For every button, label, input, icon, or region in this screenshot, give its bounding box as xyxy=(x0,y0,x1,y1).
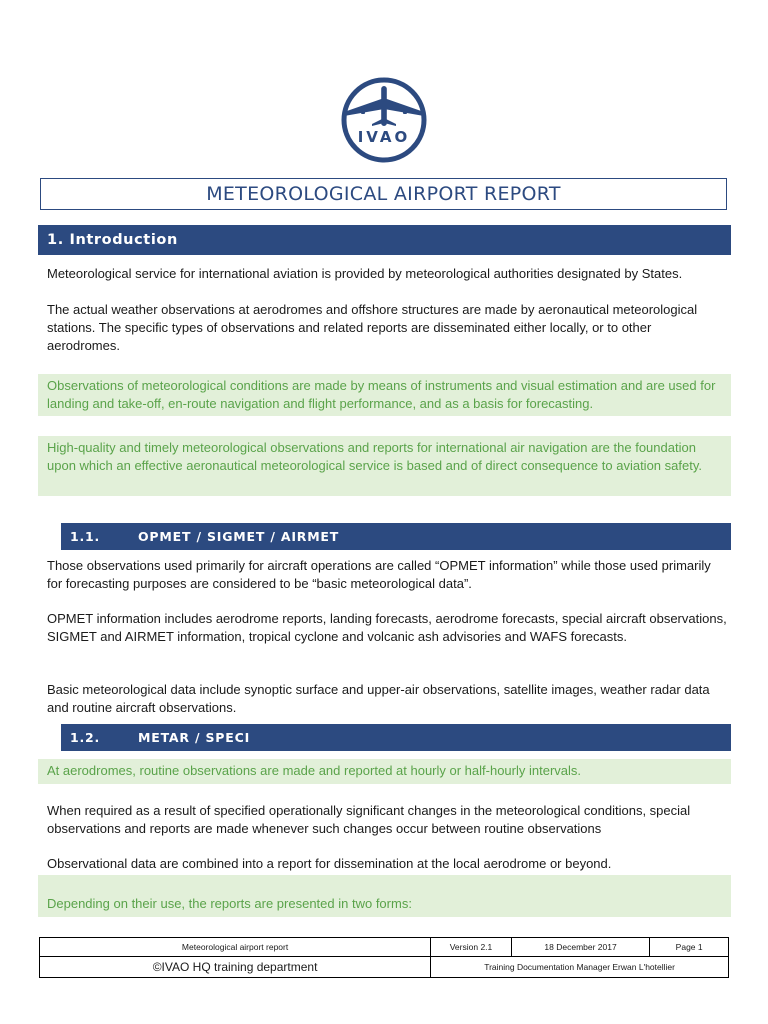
document-title: METEOROLOGICAL AIRPORT REPORT xyxy=(40,178,727,210)
footer-page: Page 1 xyxy=(650,938,729,957)
page-footer xyxy=(39,937,729,978)
highlight-routine-observations: At aerodromes, routine observations are made and reported at hourly or half-hourly intervals. xyxy=(38,759,731,784)
footer-doc-name: Meteorological airport report xyxy=(40,938,431,957)
intro-paragraph-2: The actual weather observations at aerodromes and offshore structures are made by aeronautical meteorological stations. The specific types of observations and related reports are disseminated either locally, or to other aerodromes. xyxy=(47,302,698,353)
logo-text: IVAO xyxy=(357,128,411,146)
footer-date: 18 December 2017 xyxy=(511,938,649,957)
section-1-2-title: METAR / SPECI xyxy=(138,730,251,745)
opmet-paragraph-2: OPMET information includes aerodrome reports, landing forecasts, aerodrome forecasts, special aircraft observations, SIGMET and AIRMET information, tropical cyclone and volcanic ash advisories and WAFS forecasts. xyxy=(47,611,727,644)
section-1-1-heading xyxy=(61,523,731,550)
footer-manager: Training Documentation Manager Erwan L'hotellier xyxy=(431,957,729,978)
section-1-2-heading xyxy=(61,724,731,751)
metar-paragraph-1: When required as a result of specified operationally significant changes in the meteorological conditions, special observations and reports are made whenever such changes occur between routine observations xyxy=(47,803,691,836)
footer-version: Version 2.1 xyxy=(431,938,512,957)
highlight-observations: Observations of meteorological conditions are made by means of instruments and visual estimation and are used for landing and take-off, en-route navigation and flight performance, and as a basis for forecasting. xyxy=(38,374,731,416)
opmet-paragraph-1: Those observations used primarily for aircraft operations are called “OPMET information” while those used primarily for forecasting purposes are considered to be “basic meteorological data”. xyxy=(47,558,711,591)
highlight-two-forms: Depending on their use, the reports are presented in two forms: xyxy=(38,875,731,917)
ivao-logo xyxy=(334,76,434,164)
section-1-1-number: 1.1. xyxy=(70,529,101,544)
section-1-heading: 1. Introduction xyxy=(38,225,731,255)
opmet-paragraph-3: Basic meteorological data include synoptic surface and upper-air observations, satellite images, weather radar data and routine aircraft observations. xyxy=(47,682,710,715)
intro-paragraph-1: Meteorological service for international aviation is provided by meteorological authorities designated by States. xyxy=(47,266,683,281)
metar-paragraph-2: Observational data are combined into a report for dissemination at the local aerodrome or beyond. xyxy=(47,856,612,871)
section-1-1-title: OPMET / SIGMET / AIRMET xyxy=(138,529,340,544)
footer-copyright: ©IVAO HQ training department xyxy=(40,957,431,978)
section-1-2-number: 1.2. xyxy=(70,730,101,745)
highlight-quality: High-quality and timely meteorological observations and reports for international air navigation are the foundation upon which an effective aeronautical meteorological service is based and of direct consequence to aviation safety. xyxy=(38,436,731,496)
